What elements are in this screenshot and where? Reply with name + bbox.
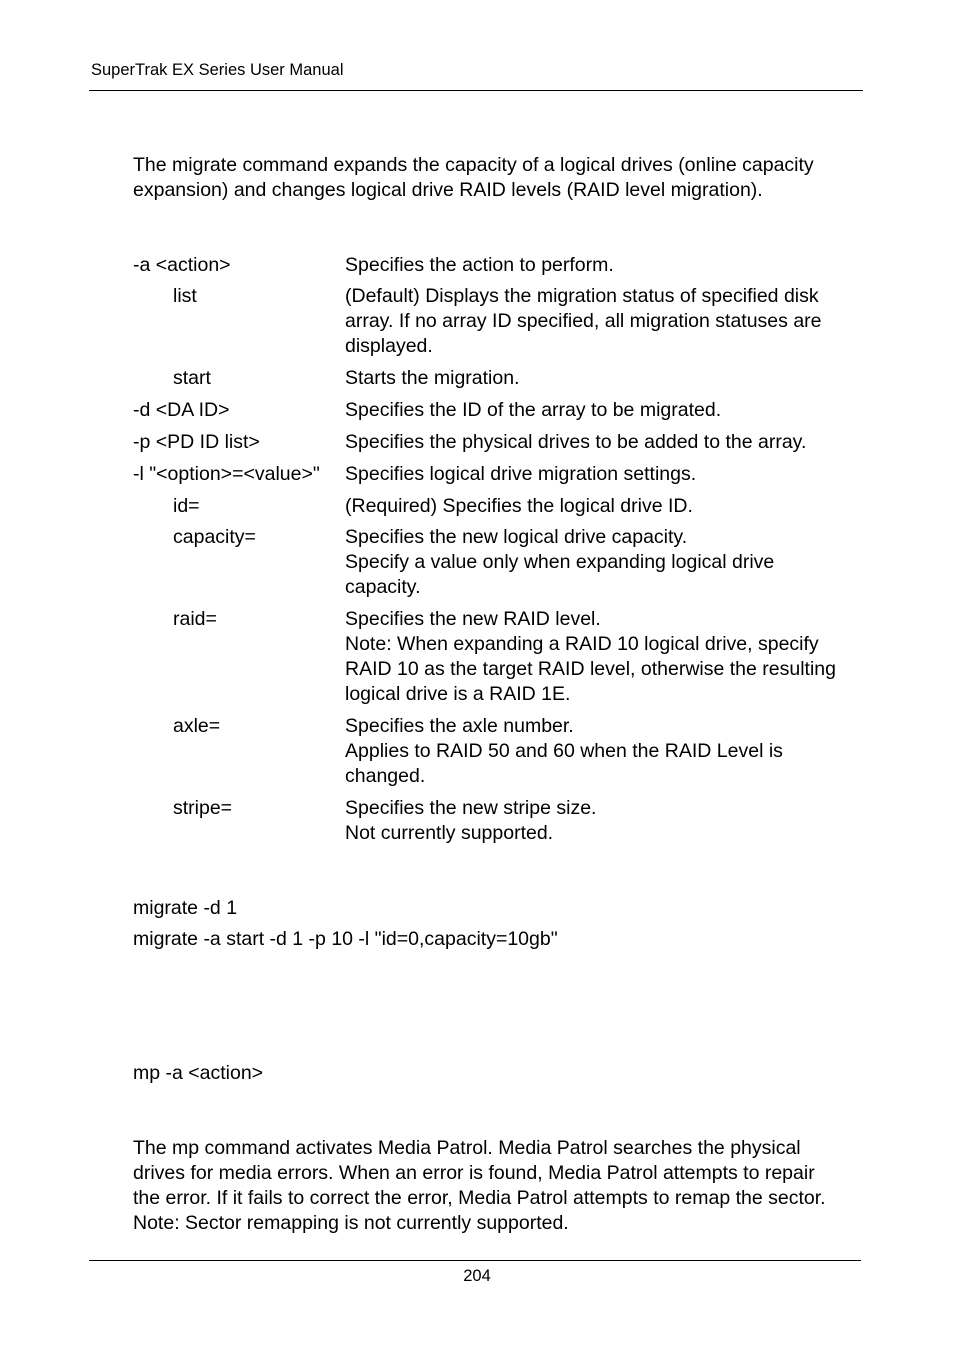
option-description (345, 714, 865, 789)
text-line: Specifies the new RAID level. (345, 608, 601, 630)
text-line: Note: When expanding a RAID 10 logical drive, specify (345, 633, 819, 655)
option-description (345, 525, 865, 600)
option-name: axle= (173, 715, 221, 737)
option-name: list (173, 285, 197, 307)
option-name: id= (173, 495, 200, 517)
option-description (345, 494, 865, 519)
text-line: (Default) Displays the migration status of specified disk (345, 285, 819, 307)
text-line: Specifies the ID of the array to be migrated. (345, 399, 722, 421)
text-line: Not currently supported. (345, 822, 554, 844)
text-line: Specifies the action to perform. (345, 254, 614, 276)
option-name: stripe= (173, 797, 233, 819)
option-name: -d <DA ID> (133, 399, 230, 421)
text-line: logical drive is a RAID 1E. (345, 683, 571, 705)
text-line: Specifies the new stripe size. (345, 797, 597, 819)
text-line: (Required) Specifies the logical drive ID. (345, 495, 693, 517)
option-name: -l "<option>=<value>" (133, 463, 320, 485)
text-line: Specifies the axle number. (345, 715, 574, 737)
option-name: -p <PD ID list> (133, 431, 260, 453)
option-description (345, 462, 865, 487)
text-line: drives for media errors. When an error is found, Media Patrol attempts to repair (133, 1162, 815, 1184)
text-line: Note: Sector remapping is not currently supported. (133, 1212, 569, 1234)
option-description (345, 253, 865, 278)
footer-divider (89, 1260, 861, 1261)
migrate-description (133, 153, 868, 203)
text-line: The mp command activates Media Patrol. Media Patrol searches the physical (133, 1137, 801, 1159)
option-description (345, 284, 865, 359)
option-name: start (173, 367, 211, 389)
text-line: array. If no array ID specified, all migration statuses are (345, 310, 822, 332)
text-line: Applies to RAID 50 and 60 when the RAID Level is (345, 740, 783, 762)
text-line: displayed. (345, 335, 433, 357)
option-description (345, 398, 865, 423)
text-line: Specifies the physical drives to be added to the array. (345, 431, 807, 453)
page-number: 204 (463, 1267, 491, 1285)
example-command: migrate -d 1 (133, 897, 238, 919)
option-name: raid= (173, 608, 217, 630)
option-name: capacity= (173, 526, 256, 548)
header-divider (89, 90, 863, 91)
option-description (345, 607, 865, 707)
text-line: expansion) and changes logical drive RAID levels (RAID level migration). (133, 179, 763, 201)
running-header: SuperTrak EX Series User Manual (91, 61, 344, 79)
text-line: capacity. (345, 576, 421, 598)
text-line: Specifies the new logical drive capacity. (345, 526, 688, 548)
option-description (345, 366, 865, 391)
text-line: Specify a value only when expanding logical drive (345, 551, 775, 573)
text-line: the error. If it fails to correct the error, Media Patrol attempts to remap the sector. (133, 1187, 826, 1209)
text-line: changed. (345, 765, 426, 787)
option-description (345, 430, 865, 455)
mp-description (133, 1136, 868, 1236)
text-line: The migrate command expands the capacity of a logical drives (online capacity (133, 154, 814, 176)
option-description (345, 796, 865, 846)
mp-syntax: mp -a <action> (133, 1062, 264, 1084)
example-command: migrate -a start -d 1 -p 10 -l "id=0,capacity=10gb" (133, 928, 558, 950)
text-line: Specifies logical drive migration settings. (345, 463, 697, 485)
text-line: RAID 10 as the target RAID level, otherwise the resulting (345, 658, 836, 680)
option-name: -a <action> (133, 254, 231, 276)
text-line: Starts the migration. (345, 367, 520, 389)
